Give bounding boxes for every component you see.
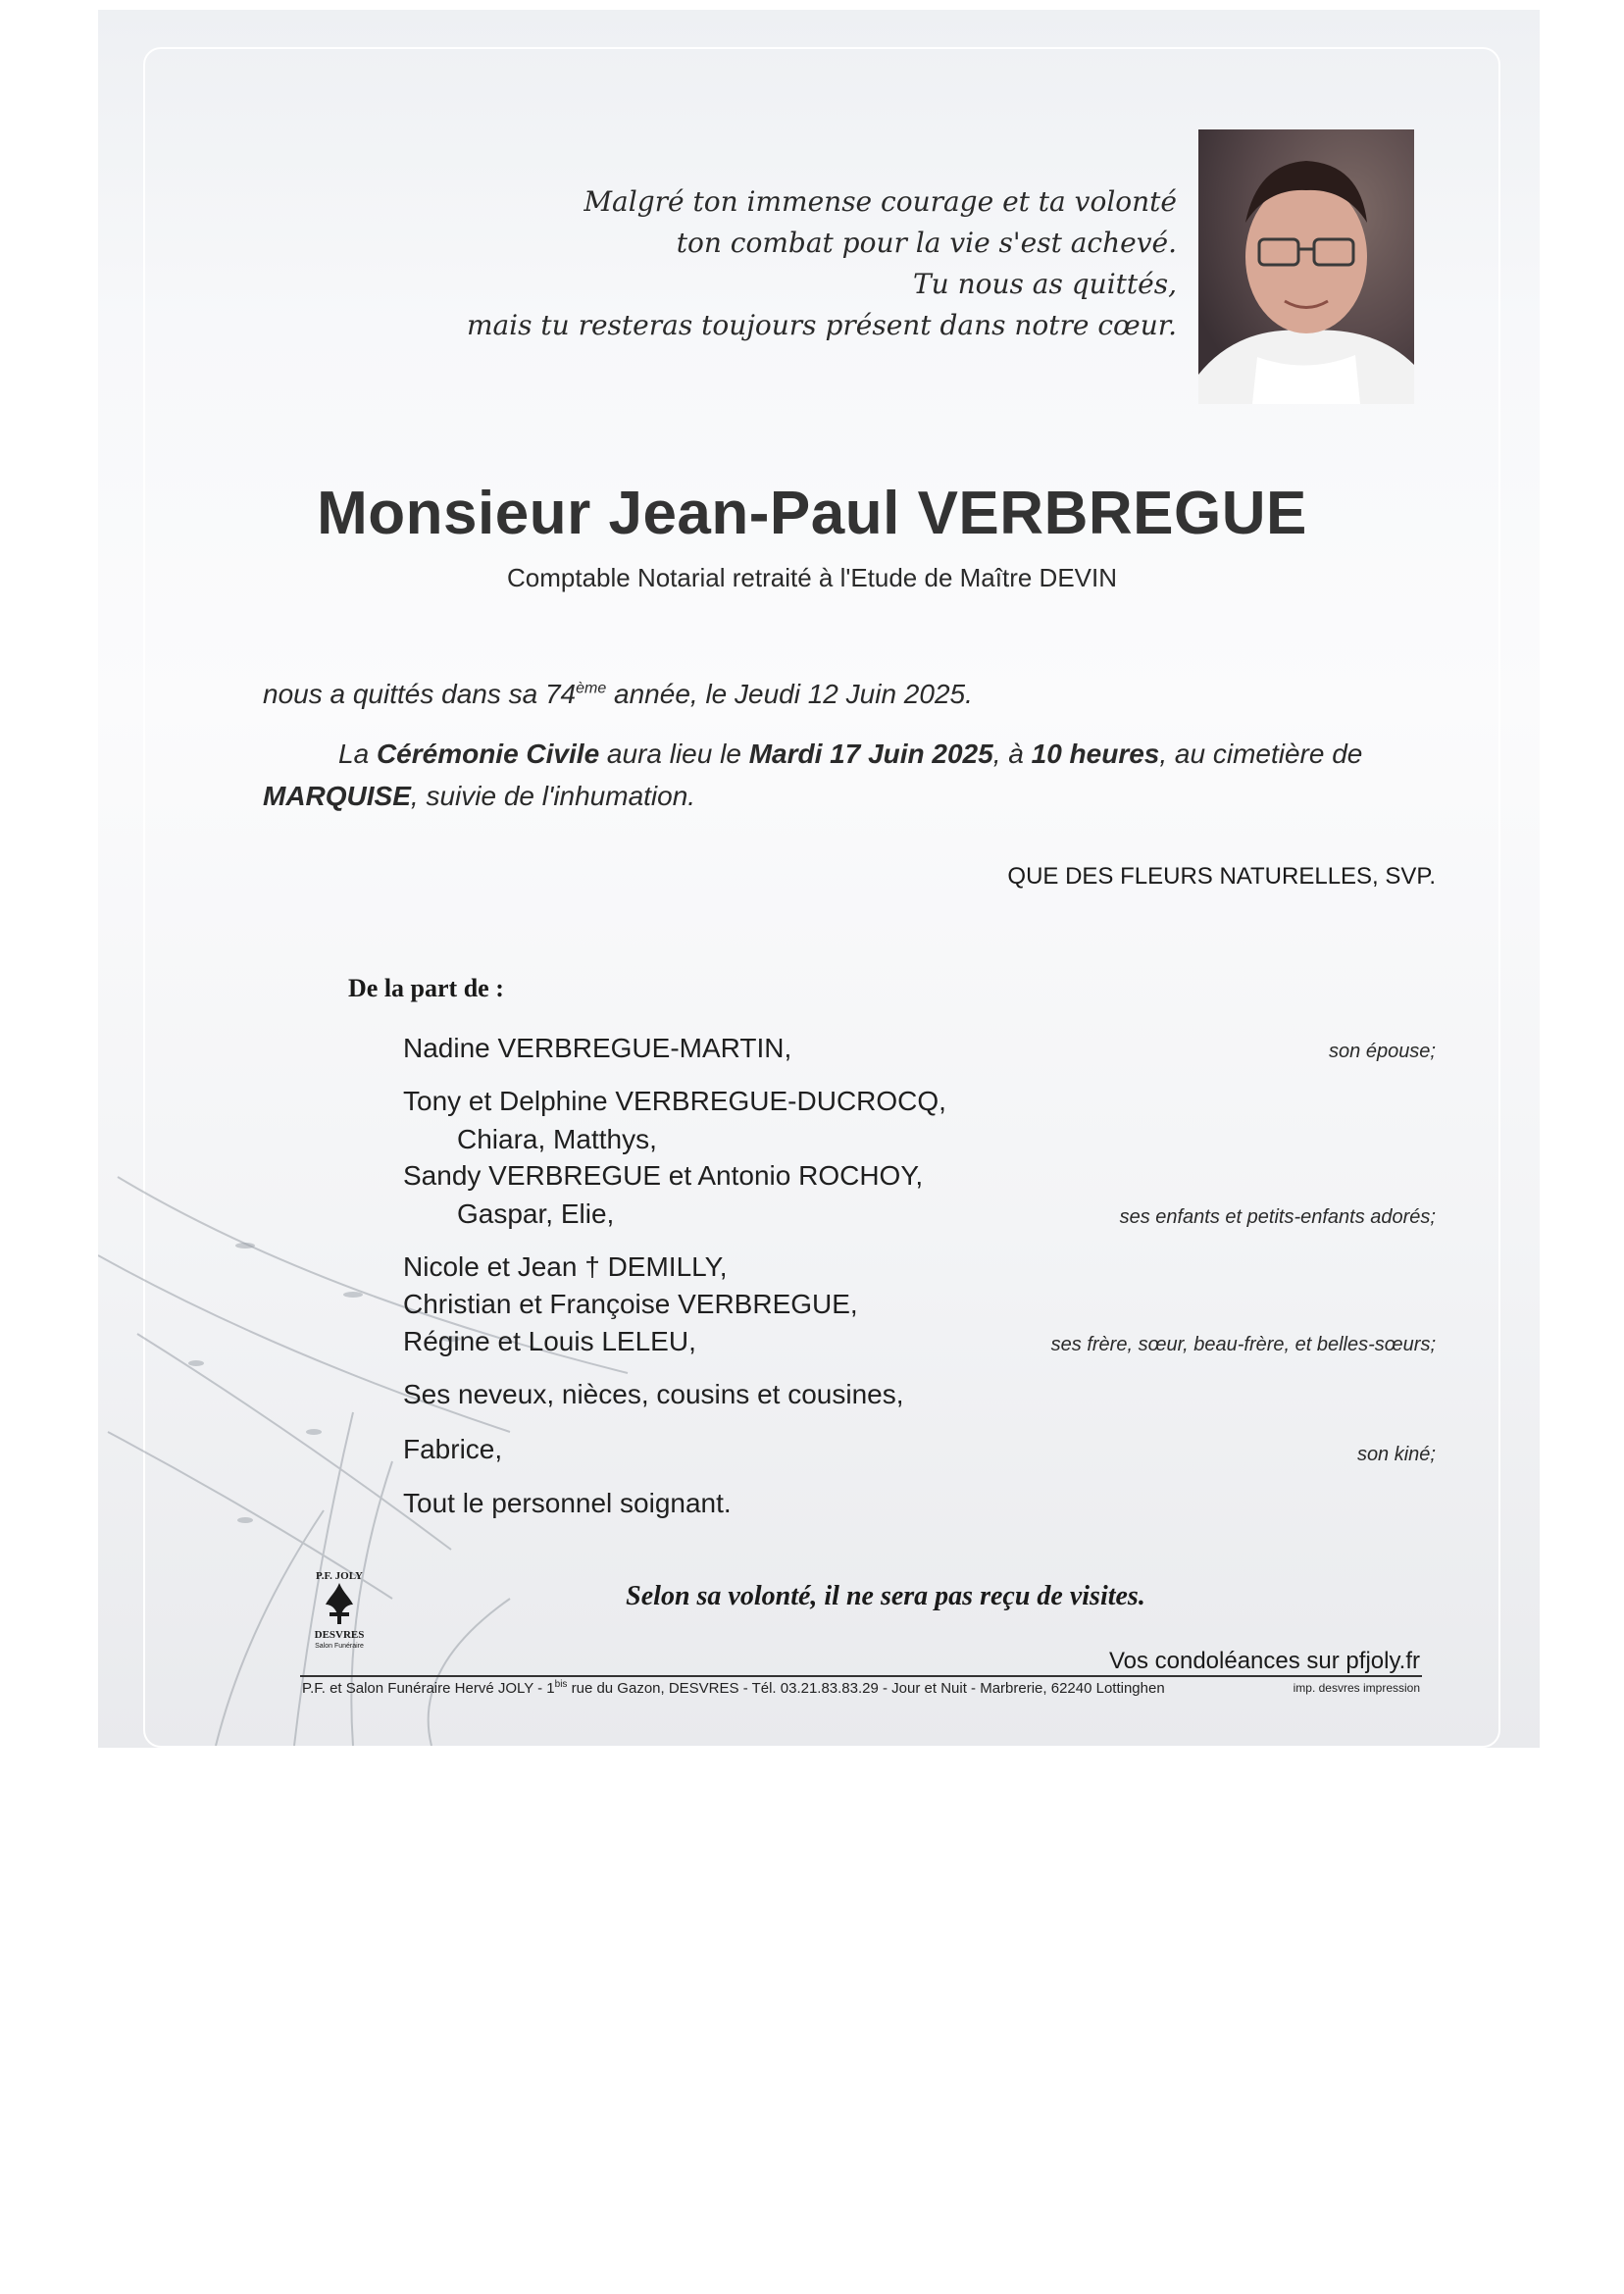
- logo-sub-text: Salon Funéraire: [315, 1643, 364, 1650]
- flowers-note: QUE DES FLEURS NATURELLES, SVP.: [1007, 863, 1436, 890]
- announcement-line-1: nous a quittés dans sa 74ème année, le Jeudi 12 Juin 2025.: [263, 679, 973, 709]
- relation-label: son épouse;: [1329, 1041, 1436, 1062]
- family-line: Nadine VERBREGUE-MARTIN,: [403, 1033, 792, 1063]
- quote-line: mais tu resteras toujours présent dans notre cœur.: [466, 309, 1177, 341]
- printer-credit: imp. desvres impression: [1293, 1681, 1420, 1695]
- family-line: Christian et Françoise VERBREGUE,: [403, 1289, 858, 1319]
- family-line: Régine et Louis LELEU,: [403, 1326, 696, 1356]
- family-line: Fabrice,: [403, 1434, 503, 1464]
- announcement-line-3: MARQUISE, suivie de l'inhumation.: [263, 781, 696, 811]
- family-line: Gaspar, Elie,: [457, 1198, 615, 1229]
- deceased-title: Comptable Notarial retraité à l'Etude de Maître DEVIN: [506, 563, 1118, 592]
- relation-label: ses enfants et petits-enfants adorés;: [1119, 1206, 1436, 1228]
- logo-top-text: P.F. JOLY: [316, 1570, 363, 1582]
- family-line: Nicole et Jean † DEMILLY,: [403, 1251, 728, 1282]
- visits-note: Selon sa volonté, il ne sera pas reçu de visites.: [626, 1581, 1145, 1611]
- quote-line: ton combat pour la vie s'est achevé.: [676, 227, 1177, 259]
- logo-bottom-text: DESVRES: [314, 1629, 365, 1641]
- family-line: Tony et Delphine VERBREGUE-DUCROCQ,: [403, 1086, 946, 1116]
- family-line: Chiara, Matthys,: [457, 1124, 657, 1154]
- memorial-quote: [412, 181, 1177, 346]
- condolences-link[interactable]: Vos condoléances sur pfjoly.fr: [1108, 1648, 1420, 1674]
- family-heading: De la part de :: [348, 974, 504, 1002]
- family-line: Sandy VERBREGUE et Antonio ROCHOY,: [403, 1160, 924, 1191]
- quote-line: Malgré ton immense courage et ta volonté: [584, 185, 1177, 218]
- family-line: Tout le personnel soignant.: [403, 1488, 732, 1518]
- footer-divider: [300, 1675, 1422, 1677]
- portrait-photo: [1198, 129, 1414, 404]
- announcement-line-2: La Cérémonie Civile aura lieu le Mardi 17 Juin 2025, à 10 heures, au cimetière de: [338, 739, 1363, 769]
- relation-label: son kiné;: [1356, 1444, 1436, 1465]
- funeral-home-logo: [300, 1565, 379, 1650]
- footer-address: P.F. et Salon Funéraire Hervé JOLY - $1^{bis}$ rue du Gazon, DESVRES - Tél. 03.21.83.83.29 - Jour et Nuit - Marbrerie, 62240 Lottinghen: [302, 1679, 1165, 1697]
- family-line: Ses neveux, nièces, cousins et cousines,: [403, 1379, 904, 1409]
- quote-line: Tu nous as quittés,: [912, 268, 1177, 300]
- relation-label: ses frère, sœur, beau-frère, et belles-sœurs;: [1050, 1334, 1436, 1355]
- deceased-name: Monsieur Jean-Paul VERBREGUE: [317, 480, 1307, 547]
